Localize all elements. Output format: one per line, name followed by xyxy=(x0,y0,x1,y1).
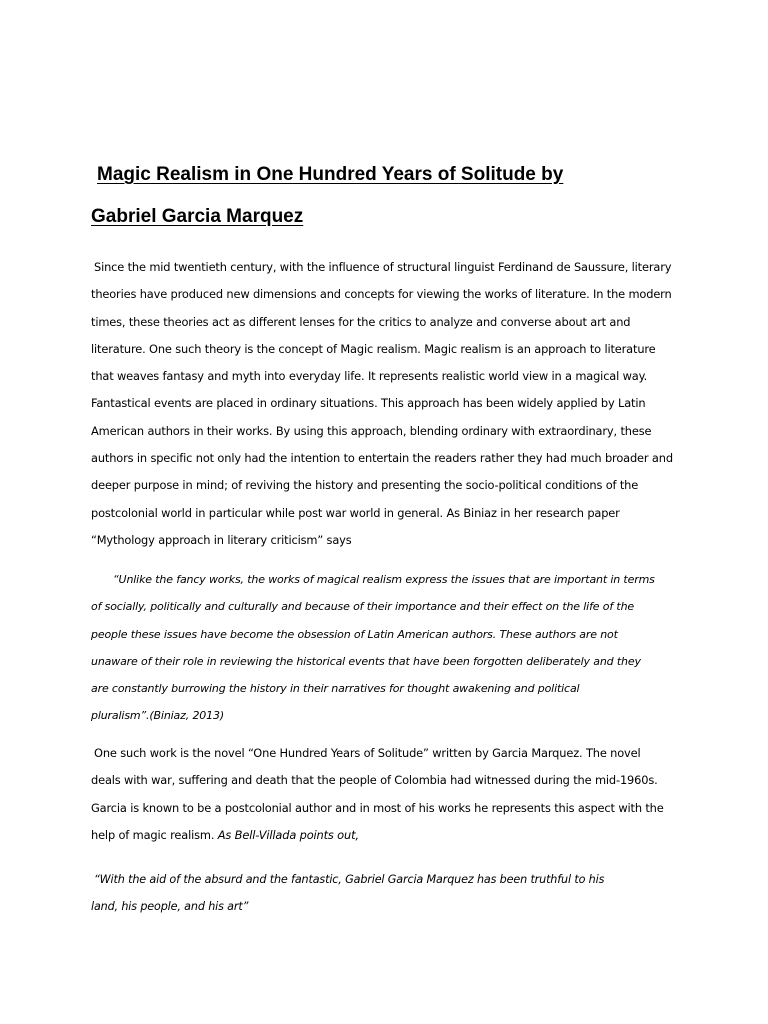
plain-text: help of magic realism. xyxy=(91,827,218,842)
paragraph-line: One such work is the novel “One Hundred Years of Solitude” written by Garcia Marquez. The novel xyxy=(94,746,641,760)
paragraph-line: Since the mid twentieth century, with the influence of structural linguist Ferdinand de Saussure, literary xyxy=(94,260,672,274)
paragraph-line: theories have produced new dimensions and concepts for viewing the works of literature. In the modern xyxy=(91,287,672,302)
quote-line: of socially, politically and culturally and because of their importance and their effect on the life of the xyxy=(91,600,635,614)
quote-line: unaware of their role in reviewing the historical events that have been forgotten deliberately and they xyxy=(91,654,641,668)
document-title-line-2: Gabriel Garcia Marquez xyxy=(91,206,304,227)
paragraph-line: “Mythology approach in literary criticism” says xyxy=(91,532,352,547)
quote-line: pluralism”.(Biniaz, 2013) xyxy=(91,709,224,723)
intro-paragraph xyxy=(91,254,701,554)
paragraph-line: deeper purpose in mind; of reviving the history and presenting the socio-political conditions of the xyxy=(91,478,639,493)
paragraph-line-mixed xyxy=(91,822,701,849)
italic-text: As Bell-Villada points out, xyxy=(217,827,359,842)
novel-paragraph xyxy=(91,740,701,849)
biniaz-block-quote xyxy=(91,566,703,730)
paragraph-line: authors in specific not only had the intention to entertain the readers rather they had much broader and xyxy=(91,451,673,466)
bell-villada-quote xyxy=(91,866,703,920)
paragraph-line: literature. One such theory is the concept of Magic realism. Magic realism is an approach to literature xyxy=(91,341,656,356)
quote-line: “With the aid of the absurd and the fantastic, Gabriel Garcia Marquez has been truthful to his xyxy=(94,873,605,886)
paragraph-line: Fantastical events are placed in ordinary situations. This approach has been widely applied by Latin xyxy=(91,396,646,411)
paragraph-line: postcolonial world in particular while post war world in general. As Biniaz in her research paper xyxy=(91,505,620,520)
quote-line: “Unlike the fancy works, the works of magical realism express the issues that are important in terms xyxy=(113,573,655,586)
document-title-line-1: Magic Realism in One Hundred Years of Solitude by xyxy=(97,164,564,185)
paragraph-line: American authors in their works. By using this approach, blending ordinary with extraordinary, these xyxy=(91,423,652,438)
quote-line: are constantly burrowing the history in their narratives for thought awakening and political xyxy=(91,682,580,696)
quote-line: people these issues have become the obsession of Latin American authors. These authors are not xyxy=(91,627,618,641)
paragraph-line: deals with war, suffering and death that the people of Colombia had witnessed during the mid-1960s. xyxy=(91,773,658,788)
paragraph-line: Garcia is known to be a postcolonial author and in most of his works he represents this aspect with the xyxy=(91,800,664,815)
paragraph-line: that weaves fantasy and myth into everyday life. It represents realistic world view in a magical way. xyxy=(91,369,648,384)
quote-line: land, his people, and his art” xyxy=(91,900,249,913)
paragraph-line: times, these theories act as different lenses for the critics to analyze and converse about art and xyxy=(91,314,631,329)
